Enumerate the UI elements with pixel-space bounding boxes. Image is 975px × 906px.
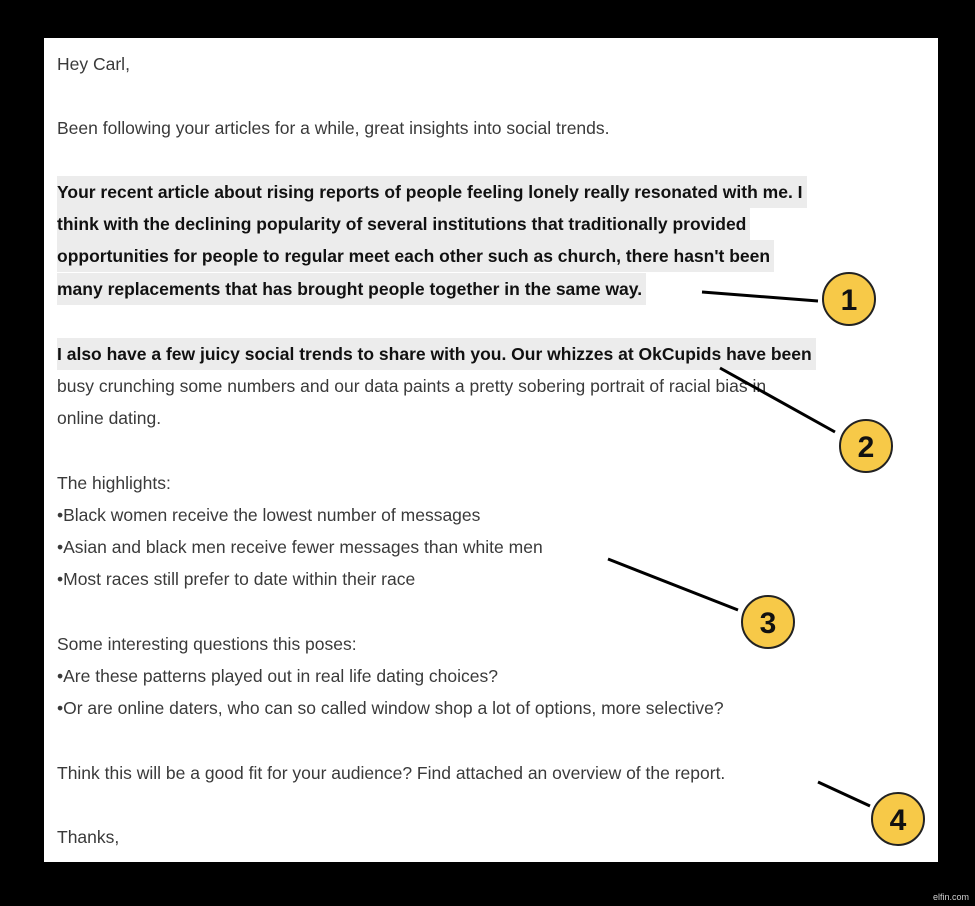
highlighted-text: think with the declining popularity of several institutions that traditionally provided: [57, 208, 750, 240]
highlighted-text: Your recent article about rising reports of people feeling lonely really resonated with me. I: [57, 176, 807, 208]
highlight-item: •Most races still prefer to date within their race: [57, 569, 416, 589]
annotation-2: [720, 368, 892, 472]
highlight-item: •Black women receive the lowest number of messages: [57, 505, 481, 525]
highlight-item: •Asian and black men receive fewer messages than white men: [57, 537, 543, 557]
pointer-line: [818, 782, 870, 806]
marker-number: 4: [889, 804, 907, 837]
email-greeting: Hey Carl,: [57, 54, 130, 74]
marker-number: 2: [857, 431, 875, 464]
highlighted-text: I also have a few juicy social trends to share with you. Our whizzes at OkCupids have been: [57, 338, 816, 370]
pointer-line: [702, 292, 818, 301]
annotation-4: [818, 782, 924, 845]
annotation-3: [608, 559, 794, 648]
pointer-line: [608, 559, 738, 610]
annotation-1: [702, 273, 875, 325]
question-item: •Are these patterns played out in real life dating choices?: [57, 666, 498, 686]
paragraph-2-line-2: busy crunching some numbers and our data paints a pretty sobering portrait of racial bias in: [57, 376, 767, 396]
highlighted-text: opportunities for people to regular meet each other such as church, there hasn't been: [57, 240, 774, 272]
closing-question: Think this will be a good fit for your audience? Find attached an overview of the report.: [57, 763, 726, 783]
questions-heading: Some interesting questions this poses:: [57, 634, 357, 654]
marker-number: 1: [840, 284, 858, 317]
highlighted-text: many replacements that has brought people together in the same way.: [57, 273, 646, 305]
paragraph-2-line-3: online dating.: [57, 408, 162, 428]
watermark: elfin.com: [932, 892, 969, 902]
email-signoff: Thanks,: [57, 827, 120, 847]
email-intro: Been following your articles for a while, great insights into social trends.: [57, 118, 610, 138]
question-item: •Or are online daters, who can so called window shop a lot of options, more selective?: [57, 698, 724, 718]
pointer-line: [720, 368, 835, 432]
marker-number: 3: [759, 607, 777, 640]
highlights-heading: The highlights:: [57, 473, 171, 493]
